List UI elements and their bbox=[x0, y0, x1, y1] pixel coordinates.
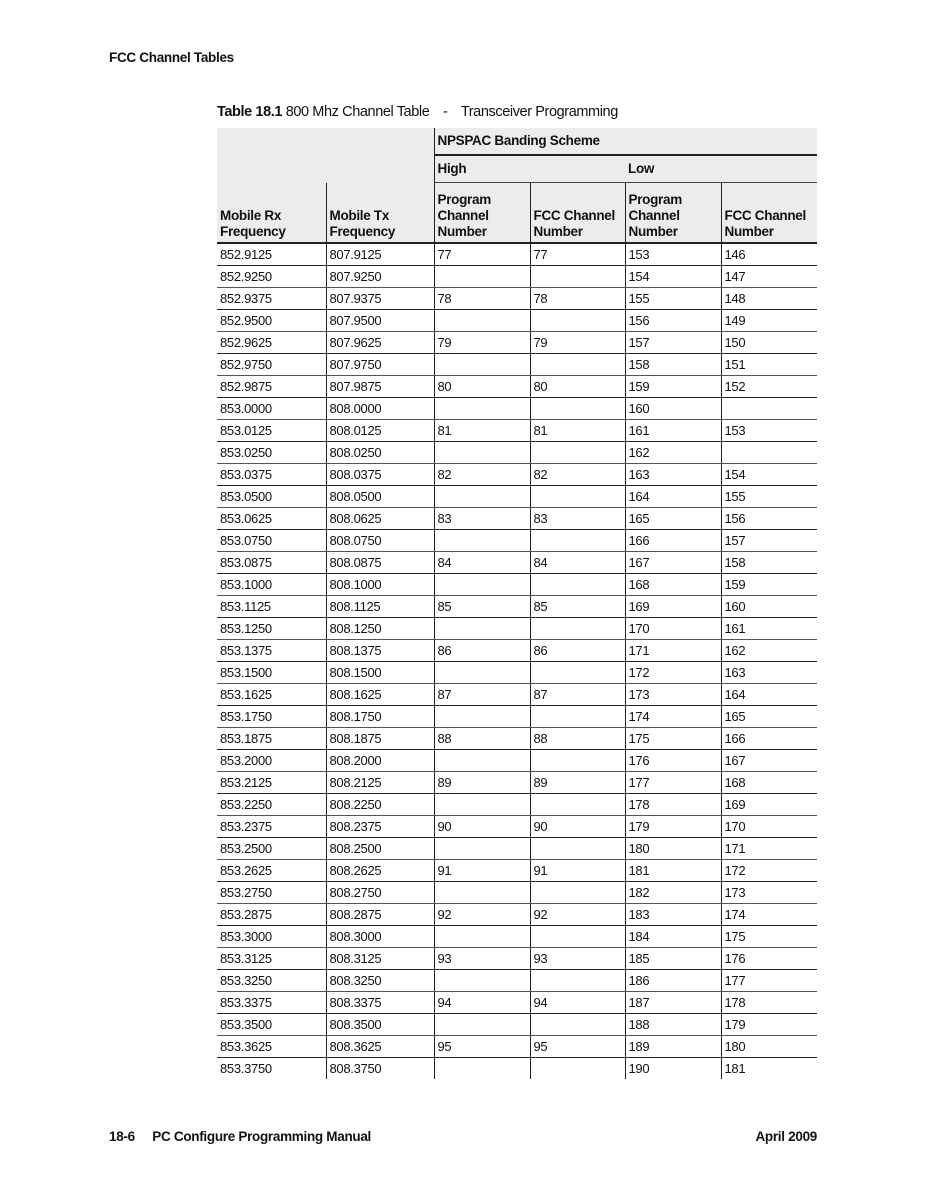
column-header-high-program-channel: Program Channel Number bbox=[434, 183, 530, 244]
column-header-high-fcc-channel: FCC Channel Number bbox=[530, 183, 625, 244]
mobile-rx-cell: 853.1750 bbox=[217, 706, 326, 728]
high-program-channel-cell bbox=[434, 706, 530, 728]
manual-title: PC Configure Programming Manual bbox=[152, 1129, 371, 1144]
table-row bbox=[217, 838, 817, 860]
high-fcc-channel-cell: 82 bbox=[530, 464, 625, 486]
mobile-tx-cell: 807.9625 bbox=[326, 332, 434, 354]
high-program-channel-cell bbox=[434, 662, 530, 684]
high-program-channel-cell bbox=[434, 310, 530, 332]
low-fcc-channel-cell: 174 bbox=[721, 904, 817, 926]
low-program-channel-cell: 189 bbox=[625, 1036, 721, 1058]
high-program-channel-cell: 89 bbox=[434, 772, 530, 794]
mobile-tx-cell: 807.9875 bbox=[326, 376, 434, 398]
mobile-rx-cell: 853.0125 bbox=[217, 420, 326, 442]
mobile-rx-cell: 853.3000 bbox=[217, 926, 326, 948]
low-program-channel-cell: 183 bbox=[625, 904, 721, 926]
mobile-tx-cell: 808.1875 bbox=[326, 728, 434, 750]
mobile-tx-cell: 807.9375 bbox=[326, 288, 434, 310]
mobile-tx-cell: 808.1625 bbox=[326, 684, 434, 706]
low-program-channel-cell: 170 bbox=[625, 618, 721, 640]
high-fcc-channel-cell bbox=[530, 486, 625, 508]
table-row bbox=[217, 750, 817, 772]
mobile-rx-cell: 853.1375 bbox=[217, 640, 326, 662]
mobile-rx-cell: 853.1625 bbox=[217, 684, 326, 706]
low-fcc-channel-cell: 155 bbox=[721, 486, 817, 508]
mobile-rx-cell: 853.1250 bbox=[217, 618, 326, 640]
mobile-rx-cell: 852.9125 bbox=[217, 243, 326, 266]
mobile-tx-cell: 808.2875 bbox=[326, 904, 434, 926]
mobile-tx-cell: 808.3000 bbox=[326, 926, 434, 948]
high-program-channel-cell: 85 bbox=[434, 596, 530, 618]
low-fcc-channel-cell: 146 bbox=[721, 243, 817, 266]
mobile-tx-cell: 808.0625 bbox=[326, 508, 434, 530]
mobile-rx-cell: 852.9500 bbox=[217, 310, 326, 332]
footer-left bbox=[109, 1129, 371, 1144]
low-fcc-channel-cell: 170 bbox=[721, 816, 817, 838]
mobile-tx-cell: 808.1250 bbox=[326, 618, 434, 640]
low-fcc-channel-cell: 164 bbox=[721, 684, 817, 706]
caption-title: 800 Mhz Channel Table bbox=[285, 104, 430, 120]
low-fcc-channel-cell: 153 bbox=[721, 420, 817, 442]
high-program-channel-cell bbox=[434, 486, 530, 508]
mobile-tx-cell: 808.2000 bbox=[326, 750, 434, 772]
low-fcc-channel-cell: 156 bbox=[721, 508, 817, 530]
high-fcc-channel-cell bbox=[530, 794, 625, 816]
mobile-rx-cell: 852.9625 bbox=[217, 332, 326, 354]
mobile-rx-cell: 853.0000 bbox=[217, 398, 326, 420]
mobile-tx-cell: 808.3625 bbox=[326, 1036, 434, 1058]
low-program-channel-cell: 179 bbox=[625, 816, 721, 838]
low-fcc-channel-cell: 157 bbox=[721, 530, 817, 552]
mobile-rx-cell: 853.1500 bbox=[217, 662, 326, 684]
table-row bbox=[217, 948, 817, 970]
low-fcc-channel-cell: 172 bbox=[721, 860, 817, 882]
table-row bbox=[217, 618, 817, 640]
high-program-channel-cell: 95 bbox=[434, 1036, 530, 1058]
low-fcc-channel-cell: 165 bbox=[721, 706, 817, 728]
table-row bbox=[217, 706, 817, 728]
high-fcc-channel-cell: 81 bbox=[530, 420, 625, 442]
high-fcc-channel-cell bbox=[530, 750, 625, 772]
low-fcc-channel-cell: 148 bbox=[721, 288, 817, 310]
low-program-channel-cell: 178 bbox=[625, 794, 721, 816]
mobile-tx-cell: 808.3750 bbox=[326, 1058, 434, 1080]
low-program-channel-cell: 185 bbox=[625, 948, 721, 970]
low-fcc-channel-cell: 162 bbox=[721, 640, 817, 662]
table-row bbox=[217, 243, 817, 266]
high-program-channel-cell bbox=[434, 618, 530, 640]
low-fcc-channel-cell: 149 bbox=[721, 310, 817, 332]
low-fcc-channel-cell bbox=[721, 398, 817, 420]
mobile-rx-cell: 853.1875 bbox=[217, 728, 326, 750]
low-program-channel-cell: 158 bbox=[625, 354, 721, 376]
mobile-tx-cell: 808.0375 bbox=[326, 464, 434, 486]
high-program-channel-cell bbox=[434, 398, 530, 420]
high-program-channel-cell bbox=[434, 574, 530, 596]
mobile-rx-cell: 853.0500 bbox=[217, 486, 326, 508]
high-subgroup-header: High bbox=[434, 155, 625, 183]
high-fcc-channel-cell bbox=[530, 970, 625, 992]
mobile-tx-cell: 808.0250 bbox=[326, 442, 434, 464]
low-fcc-channel-cell: 163 bbox=[721, 662, 817, 684]
mobile-rx-cell: 853.0375 bbox=[217, 464, 326, 486]
table-row bbox=[217, 816, 817, 838]
mobile-rx-cell: 853.1000 bbox=[217, 574, 326, 596]
page-number: 18-6 bbox=[109, 1129, 135, 1144]
table-row bbox=[217, 794, 817, 816]
low-fcc-channel-cell: 169 bbox=[721, 794, 817, 816]
high-fcc-channel-cell bbox=[530, 310, 625, 332]
high-fcc-channel-cell bbox=[530, 882, 625, 904]
table-row bbox=[217, 596, 817, 618]
low-fcc-channel-cell: 166 bbox=[721, 728, 817, 750]
blank-header-cell bbox=[217, 128, 434, 183]
high-program-channel-cell: 81 bbox=[434, 420, 530, 442]
table-row bbox=[217, 662, 817, 684]
table-body bbox=[217, 243, 817, 1079]
high-fcc-channel-cell bbox=[530, 442, 625, 464]
table-row bbox=[217, 640, 817, 662]
low-program-channel-cell: 187 bbox=[625, 992, 721, 1014]
low-fcc-channel-cell: 160 bbox=[721, 596, 817, 618]
table-row bbox=[217, 354, 817, 376]
table-row bbox=[217, 442, 817, 464]
low-program-channel-cell: 177 bbox=[625, 772, 721, 794]
high-fcc-channel-cell bbox=[530, 838, 625, 860]
high-program-channel-cell bbox=[434, 442, 530, 464]
high-program-channel-cell: 83 bbox=[434, 508, 530, 530]
high-fcc-channel-cell: 83 bbox=[530, 508, 625, 530]
table-row bbox=[217, 1014, 817, 1036]
high-program-channel-cell bbox=[434, 970, 530, 992]
mobile-tx-cell: 808.2375 bbox=[326, 816, 434, 838]
table-row bbox=[217, 552, 817, 574]
high-program-channel-cell: 84 bbox=[434, 552, 530, 574]
high-fcc-channel-cell bbox=[530, 662, 625, 684]
mobile-tx-cell: 807.9750 bbox=[326, 354, 434, 376]
low-program-channel-cell: 188 bbox=[625, 1014, 721, 1036]
channel-table bbox=[217, 128, 817, 1079]
mobile-rx-cell: 853.3125 bbox=[217, 948, 326, 970]
low-program-channel-cell: 159 bbox=[625, 376, 721, 398]
high-fcc-channel-cell: 80 bbox=[530, 376, 625, 398]
mobile-rx-cell: 853.2875 bbox=[217, 904, 326, 926]
high-fcc-channel-cell: 79 bbox=[530, 332, 625, 354]
table-row bbox=[217, 266, 817, 288]
high-fcc-channel-cell: 92 bbox=[530, 904, 625, 926]
table-row bbox=[217, 574, 817, 596]
mobile-tx-cell: 807.9125 bbox=[326, 243, 434, 266]
low-program-channel-cell: 172 bbox=[625, 662, 721, 684]
high-program-channel-cell bbox=[434, 838, 530, 860]
low-program-channel-cell: 168 bbox=[625, 574, 721, 596]
high-program-channel-cell: 93 bbox=[434, 948, 530, 970]
low-program-channel-cell: 162 bbox=[625, 442, 721, 464]
high-fcc-channel-cell bbox=[530, 266, 625, 288]
table-row bbox=[217, 970, 817, 992]
high-program-channel-cell bbox=[434, 354, 530, 376]
high-fcc-channel-cell bbox=[530, 1058, 625, 1080]
low-program-channel-cell: 157 bbox=[625, 332, 721, 354]
low-program-channel-cell: 153 bbox=[625, 243, 721, 266]
high-program-channel-cell bbox=[434, 1014, 530, 1036]
mobile-tx-cell: 808.0125 bbox=[326, 420, 434, 442]
high-fcc-channel-cell: 95 bbox=[530, 1036, 625, 1058]
high-fcc-channel-cell: 87 bbox=[530, 684, 625, 706]
table-row bbox=[217, 530, 817, 552]
mobile-rx-cell: 853.3500 bbox=[217, 1014, 326, 1036]
low-program-channel-cell: 169 bbox=[625, 596, 721, 618]
high-fcc-channel-cell bbox=[530, 354, 625, 376]
mobile-rx-cell: 853.2250 bbox=[217, 794, 326, 816]
high-program-channel-cell bbox=[434, 794, 530, 816]
low-program-channel-cell: 176 bbox=[625, 750, 721, 772]
low-fcc-channel-cell: 151 bbox=[721, 354, 817, 376]
high-fcc-channel-cell: 77 bbox=[530, 243, 625, 266]
mobile-rx-cell: 853.2125 bbox=[217, 772, 326, 794]
low-fcc-channel-cell: 171 bbox=[721, 838, 817, 860]
low-program-channel-cell: 180 bbox=[625, 838, 721, 860]
high-fcc-channel-cell: 91 bbox=[530, 860, 625, 882]
low-fcc-channel-cell: 150 bbox=[721, 332, 817, 354]
high-program-channel-cell bbox=[434, 926, 530, 948]
low-program-channel-cell: 156 bbox=[625, 310, 721, 332]
high-program-channel-cell: 82 bbox=[434, 464, 530, 486]
high-program-channel-cell: 87 bbox=[434, 684, 530, 706]
low-fcc-channel-cell: 154 bbox=[721, 464, 817, 486]
high-fcc-channel-cell bbox=[530, 530, 625, 552]
table-row bbox=[217, 398, 817, 420]
low-fcc-channel-cell: 180 bbox=[721, 1036, 817, 1058]
low-fcc-channel-cell: 181 bbox=[724, 1061, 746, 1076]
low-program-channel-cell: 174 bbox=[625, 706, 721, 728]
low-program-channel-cell: 184 bbox=[625, 926, 721, 948]
high-fcc-channel-cell: 89 bbox=[530, 772, 625, 794]
low-program-channel-cell: 160 bbox=[625, 398, 721, 420]
mobile-tx-cell: 808.0500 bbox=[326, 486, 434, 508]
low-program-channel-cell: 154 bbox=[625, 266, 721, 288]
table-row bbox=[217, 772, 817, 794]
high-fcc-channel-cell bbox=[530, 618, 625, 640]
low-fcc-channel-cell: 177 bbox=[721, 970, 817, 992]
low-program-channel-cell: 181 bbox=[625, 860, 721, 882]
mobile-tx-cell: 808.0875 bbox=[326, 552, 434, 574]
high-program-channel-cell bbox=[434, 882, 530, 904]
table-row bbox=[217, 376, 817, 398]
mobile-tx-cell: 807.9250 bbox=[326, 266, 434, 288]
table-row bbox=[217, 1058, 817, 1080]
mobile-rx-cell: 853.0625 bbox=[217, 508, 326, 530]
low-program-channel-cell: 161 bbox=[625, 420, 721, 442]
high-fcc-channel-cell: 86 bbox=[530, 640, 625, 662]
low-program-channel-cell: 186 bbox=[625, 970, 721, 992]
footer-date: April 2009 bbox=[755, 1129, 817, 1144]
mobile-rx-cell: 852.9750 bbox=[217, 354, 326, 376]
low-fcc-channel-cell: 159 bbox=[721, 574, 817, 596]
mobile-tx-cell: 808.2125 bbox=[326, 772, 434, 794]
column-header-mobile-rx: Mobile Rx Frequency bbox=[217, 183, 326, 244]
running-head: FCC Channel Tables bbox=[109, 50, 234, 65]
mobile-tx-cell: 808.1500 bbox=[326, 662, 434, 684]
column-header-mobile-tx: Mobile Tx Frequency bbox=[326, 183, 434, 244]
table-caption bbox=[217, 104, 618, 120]
caption-subtitle: Transceiver Programming bbox=[460, 104, 618, 120]
low-fcc-channel-cell: 178 bbox=[721, 992, 817, 1014]
mobile-tx-cell: 808.1125 bbox=[326, 596, 434, 618]
mobile-rx-cell: 853.2750 bbox=[217, 882, 326, 904]
table-row bbox=[217, 992, 817, 1014]
mobile-rx-cell: 853.0250 bbox=[217, 442, 326, 464]
high-program-channel-cell: 92 bbox=[434, 904, 530, 926]
low-fcc-channel-cell: 175 bbox=[721, 926, 817, 948]
high-program-channel-cell: 80 bbox=[434, 376, 530, 398]
high-fcc-channel-cell: 78 bbox=[530, 288, 625, 310]
low-fcc-channel-cell: 176 bbox=[721, 948, 817, 970]
mobile-rx-cell: 853.0875 bbox=[217, 552, 326, 574]
table-row bbox=[217, 1036, 817, 1058]
mobile-tx-cell: 808.3250 bbox=[326, 970, 434, 992]
mobile-tx-cell: 808.1750 bbox=[326, 706, 434, 728]
low-program-channel-cell: 182 bbox=[625, 882, 721, 904]
table-row bbox=[217, 860, 817, 882]
mobile-rx-cell: 853.2000 bbox=[217, 750, 326, 772]
caption-separator: - bbox=[443, 104, 448, 120]
mobile-rx-cell: 852.9375 bbox=[217, 288, 326, 310]
low-program-channel-cell: 173 bbox=[625, 684, 721, 706]
high-program-channel-cell bbox=[434, 750, 530, 772]
mobile-tx-cell: 808.2625 bbox=[326, 860, 434, 882]
npspac-group-header: NPSPAC Banding Scheme bbox=[434, 128, 817, 155]
low-program-channel-cell: 166 bbox=[625, 530, 721, 552]
table-row bbox=[217, 882, 817, 904]
high-program-channel-cell bbox=[434, 266, 530, 288]
high-fcc-channel-cell: 84 bbox=[530, 552, 625, 574]
table-row bbox=[217, 288, 817, 310]
mobile-rx-cell: 852.9250 bbox=[217, 266, 326, 288]
high-program-channel-cell bbox=[434, 530, 530, 552]
mobile-tx-cell: 808.0000 bbox=[326, 398, 434, 420]
low-program-channel-cell: 167 bbox=[625, 552, 721, 574]
low-program-channel-cell: 155 bbox=[625, 288, 721, 310]
low-fcc-channel-cell: 161 bbox=[721, 618, 817, 640]
table-row bbox=[217, 684, 817, 706]
high-program-channel-cell: 79 bbox=[434, 332, 530, 354]
high-program-channel-cell: 86 bbox=[434, 640, 530, 662]
high-program-channel-cell bbox=[434, 1058, 530, 1080]
high-fcc-channel-cell bbox=[530, 706, 625, 728]
table-row bbox=[217, 486, 817, 508]
mobile-tx-cell: 807.9500 bbox=[326, 310, 434, 332]
high-fcc-channel-cell: 85 bbox=[530, 596, 625, 618]
table-row bbox=[217, 926, 817, 948]
high-fcc-channel-cell bbox=[530, 398, 625, 420]
high-program-channel-cell: 94 bbox=[434, 992, 530, 1014]
mobile-tx-cell: 808.3375 bbox=[326, 992, 434, 1014]
low-fcc-channel-cell: 179 bbox=[721, 1014, 817, 1036]
mobile-rx-cell: 853.2625 bbox=[217, 860, 326, 882]
mobile-rx-cell: 853.3750 bbox=[217, 1058, 326, 1080]
table-row bbox=[217, 420, 817, 442]
high-program-channel-cell: 77 bbox=[434, 243, 530, 266]
high-program-channel-cell: 88 bbox=[434, 728, 530, 750]
high-fcc-channel-cell: 90 bbox=[530, 816, 625, 838]
low-program-channel-cell: 171 bbox=[625, 640, 721, 662]
low-subgroup-header: Low bbox=[625, 155, 817, 183]
low-program-channel-cell: 175 bbox=[625, 728, 721, 750]
mobile-tx-cell: 808.2750 bbox=[326, 882, 434, 904]
low-fcc-channel-cell: 173 bbox=[721, 882, 817, 904]
low-fcc-channel-cell: 167 bbox=[721, 750, 817, 772]
high-fcc-channel-cell bbox=[530, 1014, 625, 1036]
low-fcc-channel-cell: 147 bbox=[721, 266, 817, 288]
mobile-rx-cell: 853.2500 bbox=[217, 838, 326, 860]
mobile-rx-cell: 853.0750 bbox=[217, 530, 326, 552]
mobile-tx-cell: 808.3500 bbox=[326, 1014, 434, 1036]
mobile-tx-cell: 808.2250 bbox=[326, 794, 434, 816]
table-row bbox=[217, 332, 817, 354]
low-fcc-channel-cell bbox=[721, 442, 817, 464]
column-header-low-program-channel: Program Channel Number bbox=[625, 183, 721, 244]
high-fcc-channel-cell: 88 bbox=[530, 728, 625, 750]
mobile-tx-cell: 808.1375 bbox=[326, 640, 434, 662]
mobile-tx-cell: 808.1000 bbox=[326, 574, 434, 596]
table-row bbox=[217, 904, 817, 926]
mobile-rx-cell: 853.3375 bbox=[217, 992, 326, 1014]
high-fcc-channel-cell: 94 bbox=[530, 992, 625, 1014]
low-program-channel-cell: 164 bbox=[625, 486, 721, 508]
low-fcc-channel-cell: 168 bbox=[721, 772, 817, 794]
high-fcc-channel-cell bbox=[530, 926, 625, 948]
mobile-tx-cell: 808.2500 bbox=[326, 838, 434, 860]
table-row bbox=[217, 464, 817, 486]
table-row bbox=[217, 728, 817, 750]
low-program-channel-cell: 163 bbox=[625, 464, 721, 486]
mobile-rx-cell: 853.3250 bbox=[217, 970, 326, 992]
high-fcc-channel-cell: 93 bbox=[530, 948, 625, 970]
table-row bbox=[217, 508, 817, 530]
mobile-tx-cell: 808.3125 bbox=[326, 948, 434, 970]
high-program-channel-cell: 91 bbox=[434, 860, 530, 882]
mobile-rx-cell: 853.2375 bbox=[217, 816, 326, 838]
high-fcc-channel-cell bbox=[530, 574, 625, 596]
table-row bbox=[217, 310, 817, 332]
mobile-rx-cell: 852.9875 bbox=[217, 376, 326, 398]
low-program-channel-cell: 190 bbox=[625, 1058, 721, 1080]
caption-label: Table 18.1 bbox=[217, 104, 283, 120]
mobile-rx-cell: 853.3625 bbox=[217, 1036, 326, 1058]
mobile-tx-cell: 808.0750 bbox=[326, 530, 434, 552]
low-fcc-channel-cell: 158 bbox=[721, 552, 817, 574]
high-program-channel-cell: 90 bbox=[434, 816, 530, 838]
low-fcc-channel-cell: 152 bbox=[721, 376, 817, 398]
high-program-channel-cell: 78 bbox=[434, 288, 530, 310]
mobile-rx-cell: 853.1125 bbox=[217, 596, 326, 618]
column-header-low-fcc-channel: FCC Channel Number bbox=[721, 183, 817, 244]
low-program-channel-cell: 165 bbox=[625, 508, 721, 530]
